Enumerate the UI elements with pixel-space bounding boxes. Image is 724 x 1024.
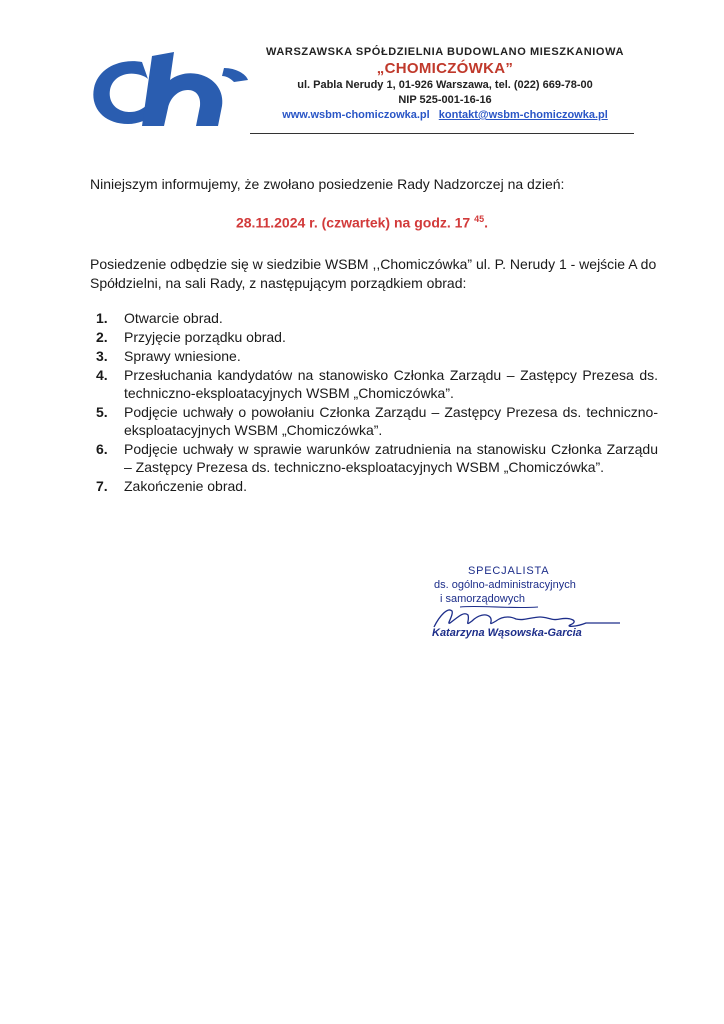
wsbm-ch-logo — [90, 50, 250, 128]
letterhead — [245, 45, 645, 123]
agenda-text: Podjęcie uchwały o powołaniu Członka Zarządu – Zastępcy Prezesa ds. techniczno-eksploatacyjnych WSBM „Chomiczówka”. — [124, 404, 658, 438]
stamp-signatory-name: Katarzyna Wąsowska-Garcia — [432, 627, 582, 639]
agenda-number: 1. — [96, 310, 108, 326]
agenda-text: Otwarcie obrad. — [124, 310, 223, 326]
location-paragraph: Posiedzenie odbędzie się w siedzibie WSBM ,,Chomiczówka” ul. P. Nerudy 1 - wejście A do Spółdzielni, na sali Rady, z następującym porządkiem obrad: — [90, 256, 657, 291]
agenda-text: Zakończenie obrad. — [124, 478, 247, 494]
agenda-item — [96, 347, 658, 365]
agenda-item — [96, 366, 658, 402]
agenda-text: Przesłuchania kandydatów na stanowisko Członka Zarządu – Zastępcy Prezesa ds. techniczno-eksploatacyjnych WSBM „Chomiczówka”. — [124, 367, 658, 401]
agenda-number: 4. — [96, 367, 108, 383]
agenda-number: 3. — [96, 348, 108, 364]
email-link[interactable]: kontakt@wsbm-chomiczowka.pl — [438, 109, 608, 121]
org-address: ul. Pabla Nerudy 1, 01-926 Warszawa, tel. (022) 669-78-00 — [297, 79, 593, 91]
website-link[interactable]: www.wsbm-chomiczowka.pl — [282, 109, 430, 121]
agenda-item — [96, 403, 658, 439]
stamp-title: SPECJALISTA — [468, 565, 550, 577]
agenda-item — [96, 309, 658, 327]
agenda-text: Podjęcie uchwały w sprawie warunków zatrudnienia na stanowisku Członka Zarządu – Zastępcy Prezesa ds. techniczno-eksploatacyjnych WSBM „Chomiczówka”. — [124, 441, 658, 475]
signature-stamp — [420, 565, 640, 655]
agenda-number: 6. — [96, 441, 108, 457]
agenda-item — [96, 477, 658, 495]
org-name: WARSZAWSKA SPÓŁDZIELNIA BUDOWLANO MIESZKANIOWA — [266, 46, 624, 58]
stamp-position-line2: i samorządowych — [440, 593, 525, 605]
agenda-number: 5. — [96, 404, 108, 420]
agenda-text: Sprawy wniesione. — [124, 348, 241, 364]
agenda-text: Przyjęcie porządku obrad. — [124, 329, 286, 345]
header-divider — [250, 133, 634, 134]
org-nip: NIP 525-001-16-16 — [398, 94, 492, 106]
agenda-list — [96, 309, 658, 496]
meeting-date-end: . — [484, 214, 489, 231]
org-short-name: „CHOMICZÓWKA” — [376, 60, 514, 77]
meeting-date-main: 28.11.2024 r. (czwartek) na godz. 17 — [235, 214, 471, 231]
meeting-date — [90, 214, 634, 231]
stamp-position-line1: ds. ogólno-administracyjnych — [434, 579, 576, 591]
agenda-number: 2. — [96, 329, 108, 345]
agenda-item — [96, 328, 658, 346]
agenda-number: 7. — [96, 478, 108, 494]
org-contact-links — [245, 108, 645, 123]
intro-text: Niniejszym informujemy, że zwołano posiedzenie Rady Nadzorczej na dzień: — [90, 176, 565, 192]
agenda-item — [96, 440, 658, 476]
meeting-time-minutes: 45 — [474, 214, 485, 224]
